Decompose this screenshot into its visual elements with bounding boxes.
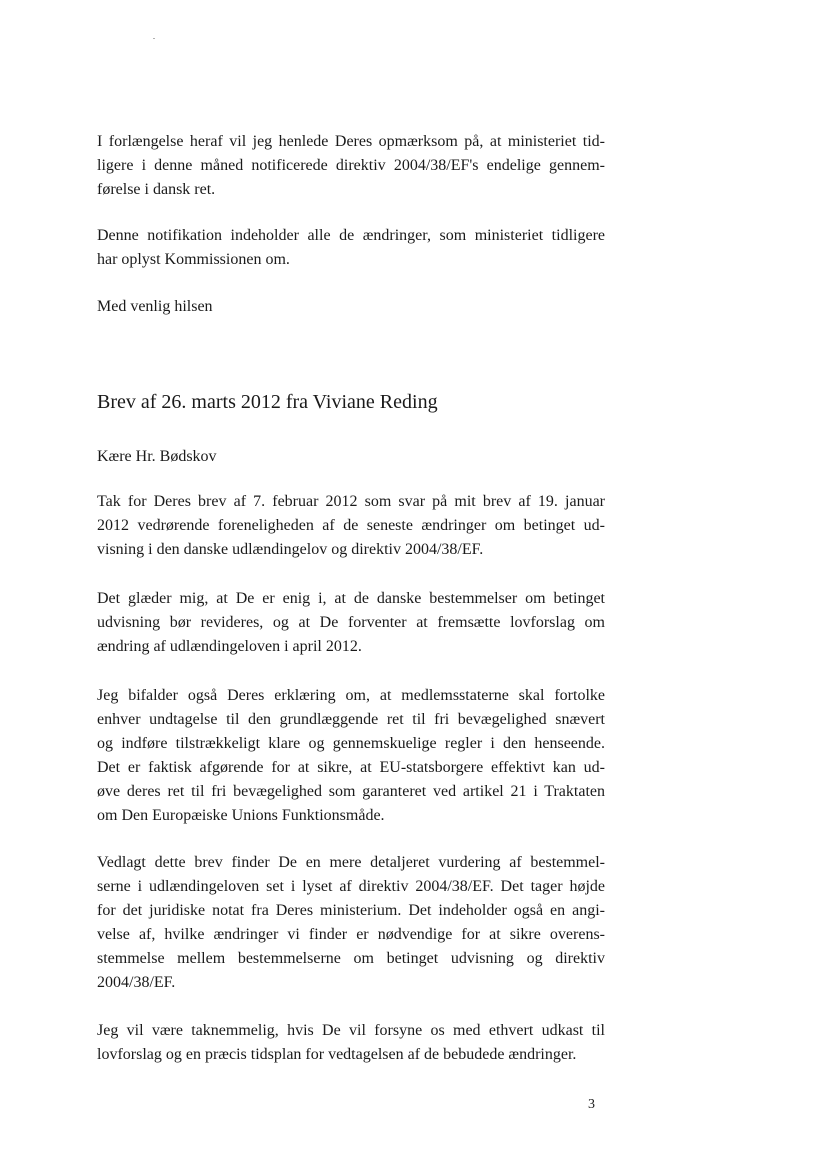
letter-heading: Brev af 26. marts 2012 fra Viviane Reding <box>97 391 438 413</box>
scan-speck <box>153 38 155 39</box>
text-line: førelse i dansk ret. <box>97 181 216 198</box>
text-line: og indføre tilstrækkeligt klare og gennemskuelige regler i den henseende. <box>97 735 605 752</box>
text-line: udvisning bør revideres, og at De forventer at fremsætte lovforslag om <box>97 614 605 631</box>
text-line: har oplyst Kommissionen om. <box>97 251 290 268</box>
text-line: Tak for Deres brev af 7. februar 2012 som svar på mit brev af 19. januar <box>97 493 605 510</box>
text-line: 2012 vedrørende foreneligheden af de seneste ændringer om betinget ud- <box>97 517 605 534</box>
body-paragraph-reply <box>97 490 605 562</box>
text-line: Det glæder mig, at De er enig i, at de danske bestemmelser om betinget <box>97 590 605 607</box>
text-line: Jeg vil være taknemmelig, hvis De vil forsyne os med ethvert udkast til <box>97 1022 605 1039</box>
text-line: lovforslag og en præcis tidsplan for vedtagelsen af de bebudede ændringer. <box>97 1046 577 1063</box>
text-line: Denne notifikation indeholder alle de ændringer, som ministeriet tidligere <box>97 227 605 244</box>
text-line: øve deres ret til fri bevægelighed som garanteret ved artikel 21 i Traktaten <box>97 783 605 800</box>
intro-paragraph-amendments <box>97 224 605 272</box>
page-number: 3 <box>588 1097 595 1112</box>
body-paragraph-assessment <box>97 851 605 995</box>
text-line: velse af, hvilke ændringer vi finder er nødvendige for at sikre overens- <box>97 926 605 943</box>
text-line: 2004/38/EF. <box>97 974 176 991</box>
body-paragraph-agreement <box>97 587 605 659</box>
text-line: visning i den danske udlændingelov og direktiv 2004/38/EF. <box>97 541 484 558</box>
text-line: for det juridiske notat fra Deres ministerium. Det indeholder også en angi- <box>97 902 605 919</box>
intro-paragraph-notification <box>97 130 605 202</box>
text-line: stemmelse mellem bestemmelserne om betinget udvisning og direktiv <box>97 950 605 967</box>
body-paragraph-free-movement <box>97 684 605 828</box>
text-line: Jeg bifalder også Deres erklæring om, at medlemsstaterne skal fortolke <box>97 687 605 704</box>
body-paragraph-request <box>97 1019 605 1067</box>
text-line: I forlængelse heraf vil jeg henlede Deres opmærksom på, at ministeriet tid- <box>97 133 605 150</box>
text-line: serne i udlændingeloven set i lyset af direktiv 2004/38/EF. Det tager højde <box>97 878 605 895</box>
text-line: Vedlagt dette brev finder De en mere detaljeret vurdering af bestemmel- <box>97 854 605 871</box>
greeting: Kære Hr. Bødskov <box>97 448 217 465</box>
text-line: enhver undtagelse til den grundlæggende ret til fri bevægelighed snævert <box>97 711 605 728</box>
text-line: ændring af udlændingeloven i april 2012. <box>97 638 362 655</box>
text-line: Det er faktisk afgørende for at sikre, at EU-statsborgere effektivt kan ud- <box>97 759 605 776</box>
closing-salutation <box>97 295 605 319</box>
text-line: om Den Europæiske Unions Funktionsmåde. <box>97 807 385 824</box>
text-line: ligere i denne måned notificerede direktiv 2004/38/EF's endelige gennem- <box>97 157 605 174</box>
text-line: Med venlig hilsen <box>97 298 213 315</box>
